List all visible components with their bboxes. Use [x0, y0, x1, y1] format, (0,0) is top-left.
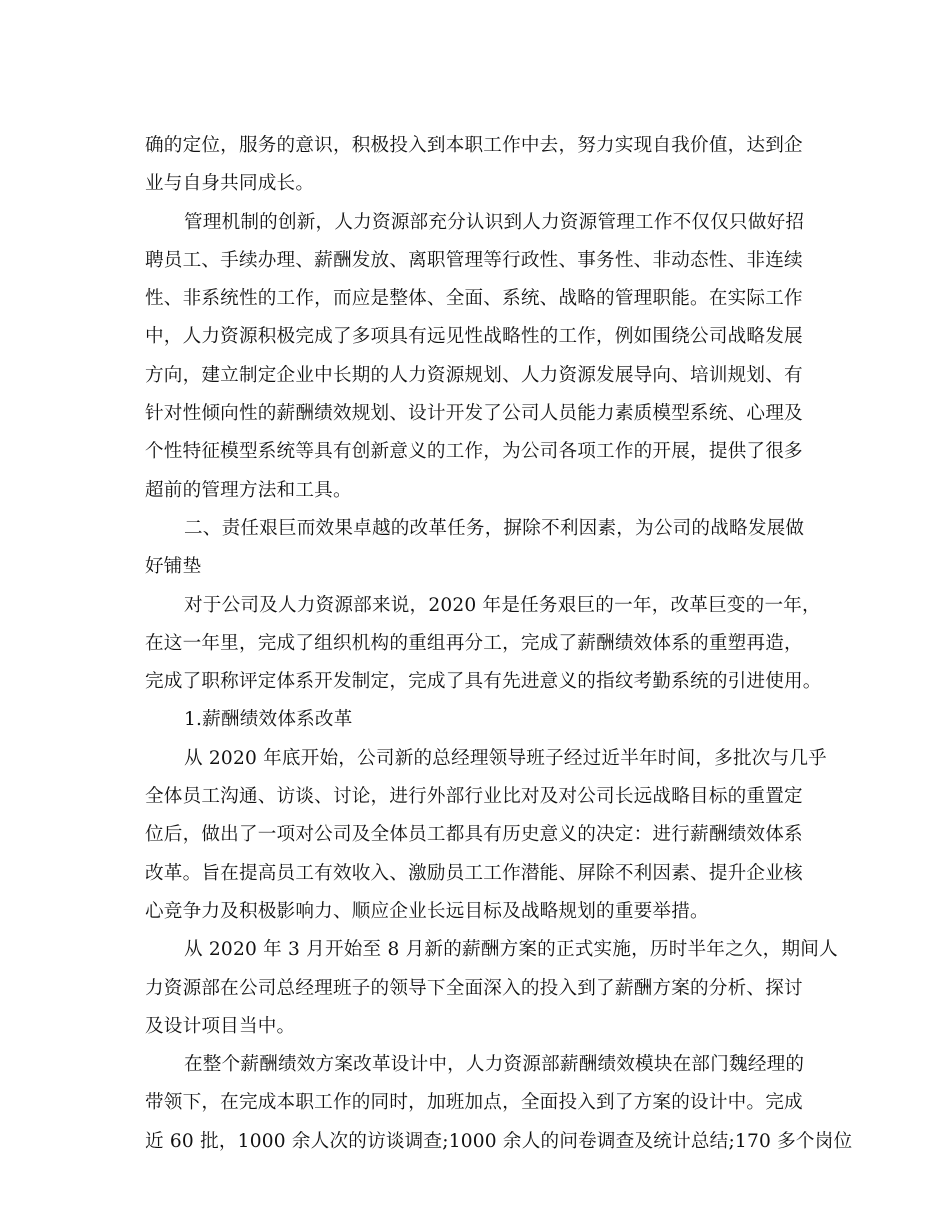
text-line: 在整个薪酬绩效方案改革设计中，人力资源部薪酬绩效模块在部门魏经理的: [184, 1054, 805, 1076]
text-line: 从 2020 年 3 月开始至 8 月新的薪酬方案的正式实施，历时半年之久，期间人: [184, 939, 838, 961]
text-line: 确的定位，服务的意识，积极投入到本职工作中去，努力实现自我价值，达到企: [145, 135, 803, 156]
text-line: 性、非系统性的工作，而应是整体、全面、系统、战略的管理职能。在实际工作: [145, 288, 803, 310]
text-line: 完成了职称评定体系开发制定，完成了具有先进意义的指纹考勤系统的引进使用。: [145, 671, 822, 693]
text-line: 针对性倾向性的薪酬绩效规划、设计开发了公司人员能力素质模型系统、心理及: [145, 403, 803, 425]
text-line: 好铺垫: [145, 556, 202, 578]
text-line: 从 2020 年底开始，公司新的总经理领导班子经过近半年时间，多批次与几乎: [184, 747, 827, 769]
text-line: 聘员工、手续办理、薪酬发放、离职管理等行政性、事务性、非动态性、非连续: [145, 249, 803, 271]
document-page: [145, 127, 853, 1161]
text-line: 二、责任艰巨而效果卓越的改革任务，摒除不利因素，为公司的战略发展做: [184, 517, 805, 539]
text-line: 带领下，在完成本职工作的同时，加班加点，全面投入到了方案的设计中。完成: [145, 1092, 803, 1114]
text-line: 全体员工沟通、访谈、讨论，进行外部行业比对及对公司长远战略目标的重置定: [145, 786, 803, 808]
text-line: 对于公司及人力资源部来说，2020 年是任务艰巨的一年，改革巨变的一年，: [184, 594, 821, 616]
text-line: 方向，建立制定企业中长期的人力资源规划、人力资源发展导向、培训规划、有: [145, 364, 803, 386]
text-line: 超前的管理方法和工具。: [145, 479, 352, 501]
text-line: 近 60 批，1000 余人次的访谈调查;1000 余人的问卷调查及统计总结;170 多个岗位: [145, 1130, 853, 1152]
text-line: 个性特征模型系统等具有创新意义的工作，为公司各项工作的开展，提供了很多: [145, 441, 803, 463]
text-line: 中，人力资源积极完成了多项具有远见性战略性的工作，例如围绕公司战略发展: [145, 326, 803, 348]
text-line: 心竞争力及积极影响力、顺应企业长远目标及战略规划的重要举措。: [145, 900, 709, 922]
text-line: 位后，做出了一项对公司及全体员工都具有历史意义的决定：进行薪酬绩效体系: [145, 824, 803, 846]
text-line: 在这一年里，完成了组织机构的重组再分工，完成了薪酬绩效体系的重塑再造，: [145, 632, 803, 654]
text-line: 业与自身共同成长。: [145, 173, 315, 195]
text-line: 力资源部在公司总经理班子的领导下全面深入的投入到了薪酬方案的分析、探讨: [145, 977, 803, 999]
text-line: 改革。旨在提高员工有效收入、激励员工工作潜能、屏除不利因素、提升企业核: [145, 862, 803, 884]
text-line: 及设计项目当中。: [145, 1015, 296, 1037]
text-line: 1.薪酬绩效体系改革: [184, 709, 353, 731]
text-line: 管理机制的创新，人力资源部充分认识到人力资源管理工作不仅仅只做好招: [184, 211, 805, 233]
